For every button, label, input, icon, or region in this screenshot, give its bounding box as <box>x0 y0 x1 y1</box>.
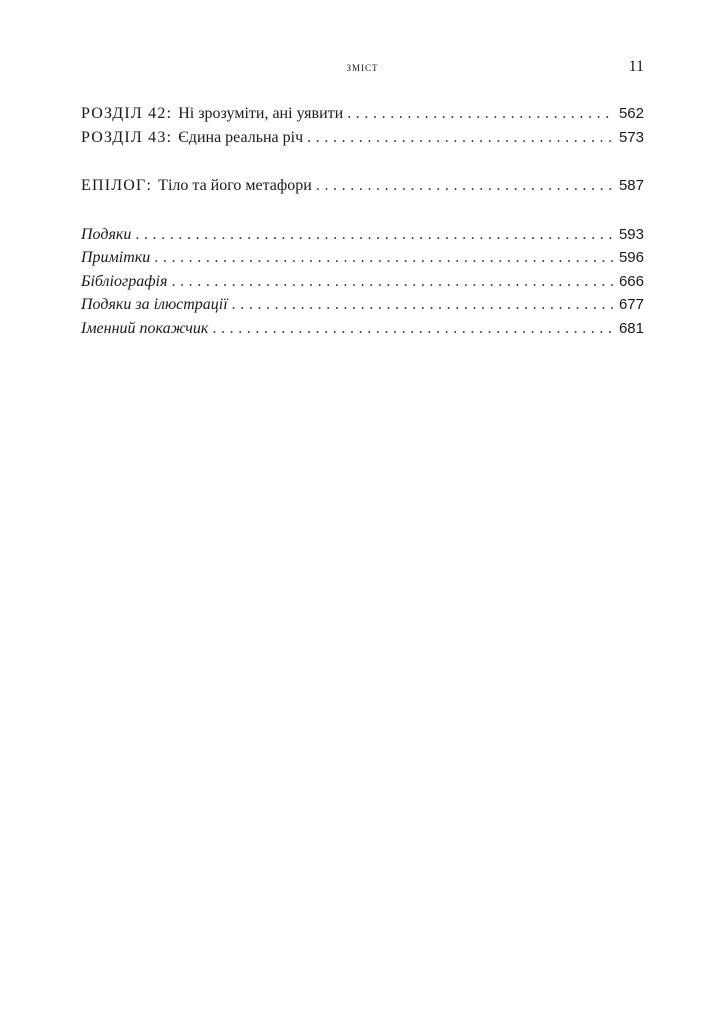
toc-entry-label <box>81 102 343 126</box>
toc-entry-title: Подяки за ілюстрації <box>81 296 228 313</box>
toc-entry-page: 681 <box>618 319 644 337</box>
toc-entry-title: Єдина реальна річ <box>178 128 304 146</box>
toc-entry-bibliography[interactable] <box>81 270 644 294</box>
toc-entry-label <box>81 126 303 150</box>
toc-entry-page: 677 <box>618 296 644 313</box>
toc-entry-page: 666 <box>618 272 644 290</box>
toc-entry-illustration-credits[interactable] <box>81 293 644 317</box>
toc-dot-leader <box>154 246 613 270</box>
toc-dot-leader <box>316 174 613 198</box>
running-title: зміст <box>346 59 379 74</box>
toc-dot-leader <box>171 270 613 294</box>
toc-entry-chapter-42[interactable] <box>81 102 644 126</box>
toc-entry-chapter-43[interactable] <box>81 126 644 150</box>
toc-entry-title: Ні зрозуміти, ані уявити <box>178 105 344 122</box>
toc-entry-page: 573 <box>618 128 644 146</box>
toc-entry-page: 587 <box>618 177 644 194</box>
toc-dot-leader <box>347 102 613 126</box>
toc-entry-acknowledgements[interactable] <box>81 223 644 247</box>
toc-dot-leader <box>232 293 613 317</box>
toc-chapters-group <box>81 102 644 149</box>
toc-epilogue-group <box>81 174 644 198</box>
toc-entry-notes[interactable] <box>81 246 644 270</box>
toc-entry-prefix: ЕПІЛОГ: <box>81 177 153 194</box>
toc-entry-title: Подяки <box>81 225 132 243</box>
toc-entry-index[interactable] <box>81 317 644 341</box>
toc-entry-label <box>81 174 312 198</box>
toc-dot-leader <box>212 317 613 341</box>
running-head <box>0 58 725 78</box>
toc-entry-page: 562 <box>618 105 644 122</box>
toc-entry-page: 593 <box>618 225 644 243</box>
toc-entry-page: 596 <box>618 249 644 266</box>
toc-entry-epilogue[interactable] <box>81 174 644 198</box>
toc-back-matter-group <box>81 223 644 341</box>
toc-entry-title: Бібліографія <box>81 272 168 290</box>
toc-entry-title: Іменний покажчик <box>81 319 209 337</box>
toc-entry-title: Примітки <box>81 249 151 266</box>
toc-entry-prefix: РОЗДІЛ 42: <box>81 105 173 122</box>
toc-entry-title: Тіло та його метафори <box>158 177 312 194</box>
page-number: 11 <box>628 58 644 75</box>
toc-dot-leader <box>307 126 613 150</box>
toc-dot-leader <box>135 223 613 247</box>
toc-entry-prefix: РОЗДІЛ 43: <box>81 128 173 146</box>
table-of-contents <box>81 102 644 340</box>
